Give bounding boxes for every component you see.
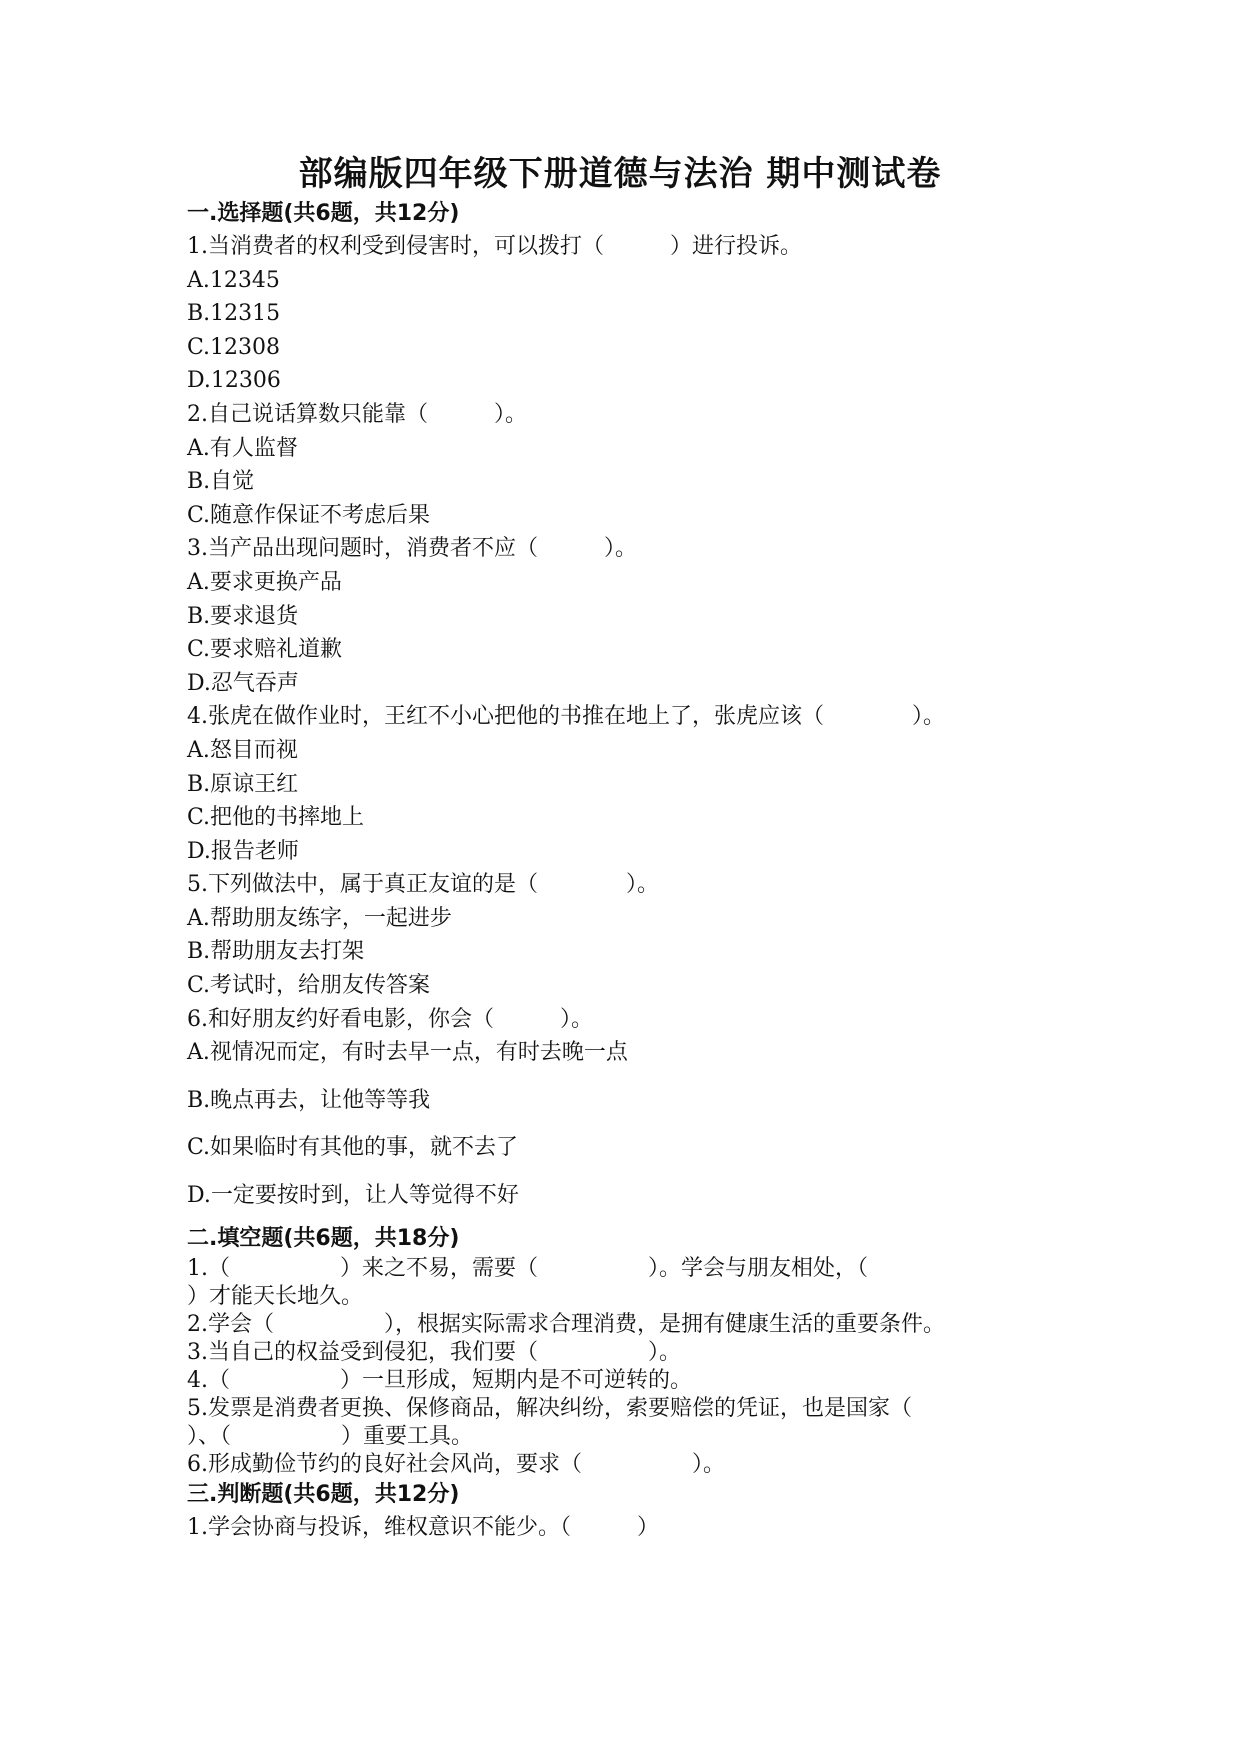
question-stem: 2.自己说话算数只能靠（ ）。 <box>187 401 527 427</box>
question-stem: 3.当产品出现问题时，消费者不应（ ）。 <box>187 536 637 562</box>
section-heading-judge: 三.判断题(共6题，共12分) <box>187 1481 460 1507</box>
option-b: B.自觉 <box>187 469 255 495</box>
question-stem: 4.张虎在做作业时，王红不小心把他的书推在地上了，张虎应该（ ）。 <box>187 704 945 730</box>
option-a: A.怒目而视 <box>187 737 298 763</box>
option-b: B.晚点再去，让他等等我 <box>187 1087 431 1113</box>
option-a: A.要求更换产品 <box>187 569 342 595</box>
option-b: B.原谅王红 <box>187 771 299 797</box>
option-b: B.帮助朋友去打架 <box>187 939 365 965</box>
option-d: D.一定要按时到，让人等觉得不好 <box>187 1183 519 1209</box>
question-3 <box>187 532 1067 700</box>
option-c: C.考试时，给朋友传答案 <box>187 973 431 999</box>
fill-line: 6.形成勤俭节约的良好社会风尚，要求（ ）。 <box>187 1451 725 1477</box>
question-6 <box>187 1003 1067 1213</box>
section-heading-choice: 一.选择题(共6题，共12分) <box>187 201 460 226</box>
option-d: D.报告老师 <box>187 838 299 864</box>
option-b: B.12315 <box>187 301 281 327</box>
question-stem: 6.和好朋友约好看电影，你会（ ）。 <box>187 1006 593 1032</box>
option-a: A.12345 <box>187 267 280 293</box>
judge-list <box>187 1511 1067 1545</box>
fill-line: 3.当自己的权益受到侵犯，我们要（ ）。 <box>187 1339 681 1365</box>
option-c: C.要求赔礼道歉 <box>187 637 343 663</box>
option-b: B.要求退货 <box>187 603 299 629</box>
option-c: C.如果临时有其他的事，就不去了 <box>187 1135 519 1161</box>
option-a: A.视情况而定，有时去早一点，有时去晚一点 <box>187 1040 628 1066</box>
option-a: A.帮助朋友练字，一起进步 <box>187 905 452 931</box>
question-5 <box>187 868 1067 1002</box>
option-c: C.把他的书摔地上 <box>187 805 365 831</box>
question-2 <box>187 398 1067 532</box>
option-d: D.12306 <box>187 368 281 394</box>
section-heading-fill: 二.填空题(共6题，共18分) <box>187 1225 460 1251</box>
judge-line: 1.学会协商与投诉，维权意识不能少。（ ） <box>187 1514 659 1540</box>
fill-line: ）、（ ）重要工具。 <box>187 1423 474 1449</box>
fill-line: 2.学会（ ），根据实际需求合理消费，是拥有健康生活的重要条件。 <box>187 1311 945 1337</box>
fill-line: ）才能天长地久。 <box>187 1283 364 1309</box>
fill-line: 1.（ ）来之不易，需要（ ）。学会与朋友相处，（ <box>187 1255 868 1281</box>
question-stem: 1.当消费者的权利受到侵害时，可以拨打（ ）进行投诉。 <box>187 234 802 259</box>
question-stem: 5.下列做法中，属于真正友谊的是（ ）。 <box>187 872 659 898</box>
option-c: C.随意作保证不考虑后果 <box>187 502 431 528</box>
option-d: D.忍气吞声 <box>187 670 299 696</box>
exam-content <box>187 198 1067 1544</box>
question-4 <box>187 700 1067 868</box>
fill-line: 5.发票是消费者更换、保修商品，解决纠纷，索要赔偿的凭证，也是国家（ <box>187 1395 912 1421</box>
question-1 <box>187 230 1067 398</box>
exam-title: 部编版四年级下册道德与法治 期中测试卷 <box>298 154 942 194</box>
fill-blank-list <box>187 1255 1067 1479</box>
option-c: C.12308 <box>187 334 281 360</box>
fill-line: 4.（ ）一旦形成，短期内是不可逆转的。 <box>187 1367 692 1393</box>
option-a: A.有人监督 <box>187 435 298 461</box>
